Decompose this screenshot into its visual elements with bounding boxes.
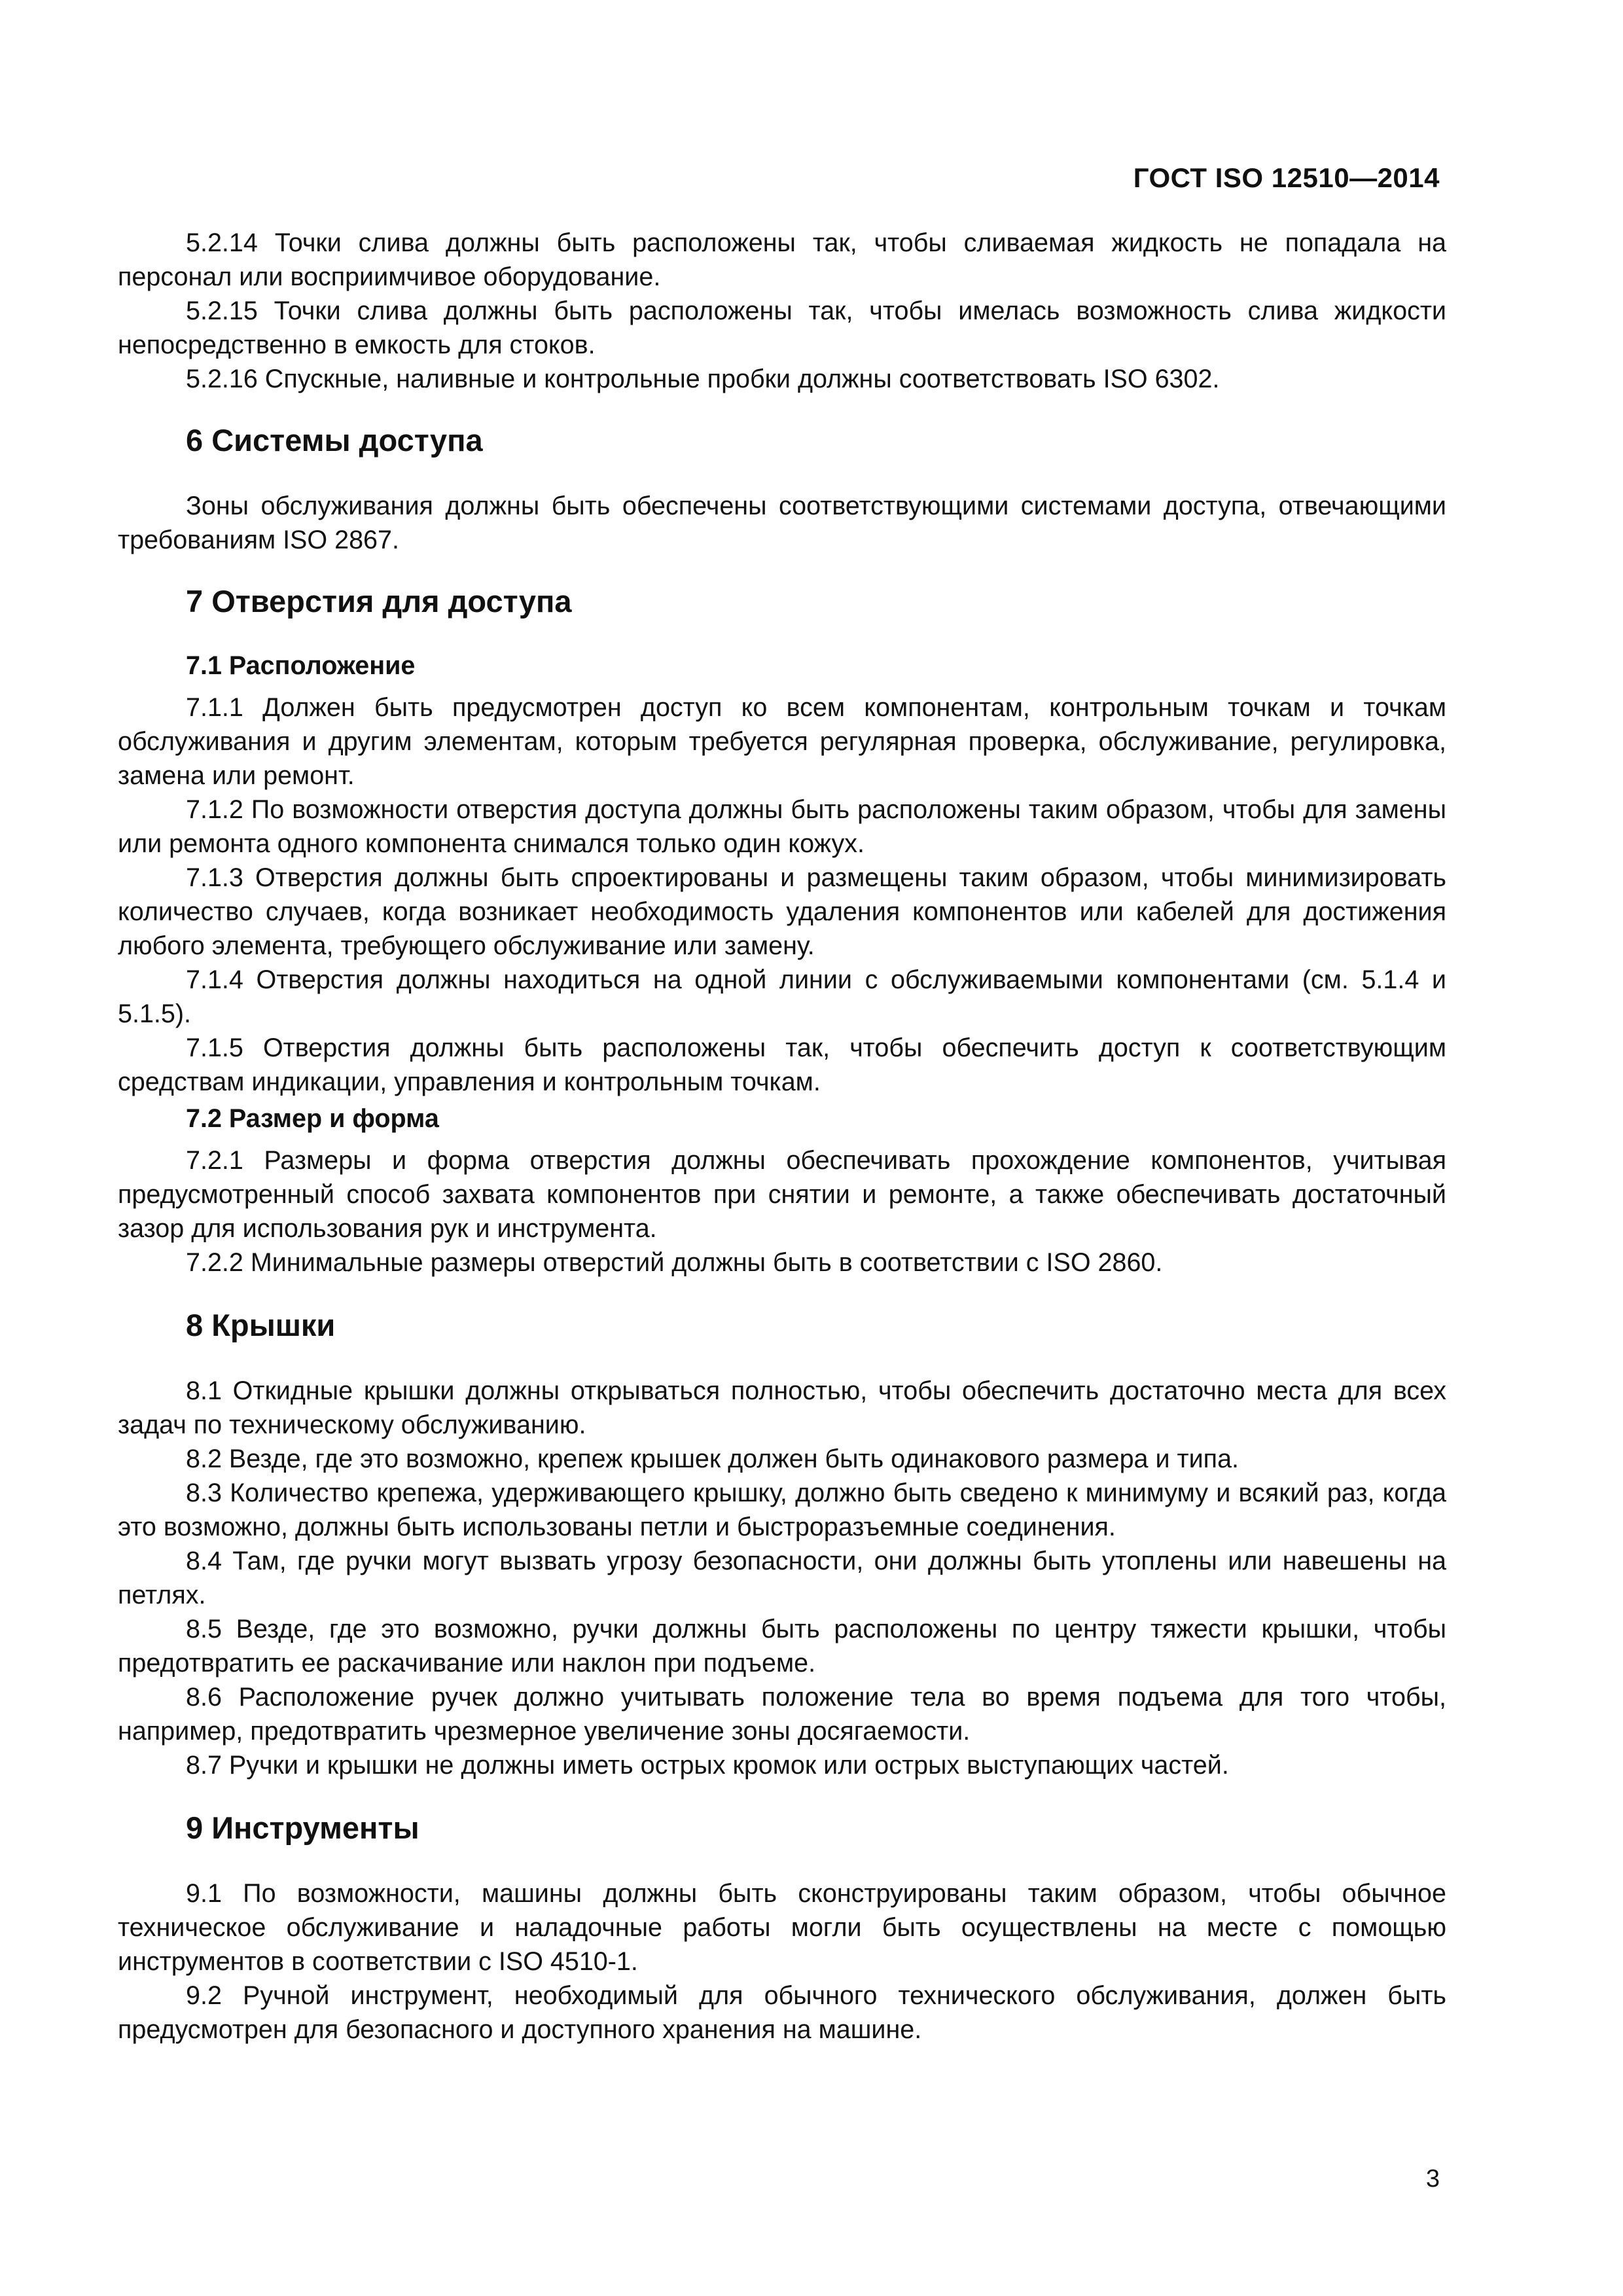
clause-8-4: 8.4 Там, где ручки могут вызвать угрозу безопасности, они должны быть утоплены или навешены на петлях. xyxy=(118,1547,1446,1609)
clause-8-3: 8.3 Количество крепежа, удерживающего крышку, должно быть сведено к минимуму и всякий раз, когда это возможно, должны быть использованы петли и быстроразъемные соединения. xyxy=(118,1479,1446,1541)
page-number: 3 xyxy=(1425,2165,1440,2193)
clause-8-2: 8.2 Везде, где это возможно, крепеж крышек должен быть одинакового размера и типа. xyxy=(186,1444,1240,1473)
clause-7-1-5: 7.1.5 Отверстия должны быть расположены так, чтобы обеспечить доступ к соответствующим средствам индикации, управления и контрольным точкам. xyxy=(118,1033,1446,1096)
section-7-1-heading: 7.1 Расположение xyxy=(186,651,416,680)
clause-8-5: 8.5 Везде, где это возможно, ручки должны быть расположены по центру тяжести крышки, чтобы предотвратить ее раскачивание или наклон при подъеме. xyxy=(118,1615,1446,1677)
clause-7-2-2: 7.2.2 Минимальные размеры отверстий должны быть в соответствии с ISO 2860. xyxy=(186,1248,1163,1277)
clause-7-1-2: 7.1.2 По возможности отверстия доступа должны быть расположены таким образом, чтобы для замены или ремонта одного компонента снимался только один кожух. xyxy=(118,795,1446,858)
clause-5-2-16: 5.2.16 Спускные, наливные и контрольные пробки должны соответствовать ISO 6302. xyxy=(186,365,1220,393)
document-header: ГОСТ ISO 12510—2014 xyxy=(1133,162,1440,193)
clause-5-2-14: 5.2.14 Точки слива должны быть расположены так, чтобы сливаемая жидкость не попадала на персонал или восприимчивое оборудование. xyxy=(118,228,1446,291)
section-6-text: Зоны обслуживания должны быть обеспечены соответствующими системами доступа, отвечающими требованиям ISO 2867. xyxy=(118,492,1446,554)
section-7-heading: 7 Отверстия для доступа xyxy=(186,584,572,619)
section-8-heading: 8 Крышки xyxy=(186,1308,336,1342)
clause-8-6: 8.6 Расположение ручек должно учитывать положение тела во время подъема для того чтобы, например, предотвратить чрезмерное увеличение зоны досягаемости. xyxy=(118,1683,1446,1746)
document-body xyxy=(118,226,1446,2047)
clause-7-1-3: 7.1.3 Отверстия должны быть спроектированы и размещены таким образом, чтобы минимизировать количество случаев, когда возникает необходимость удаления компонентов или кабелей для достижения любого элемента, требующего обслуживание или замену. xyxy=(118,863,1446,960)
clause-5-2-15: 5.2.15 Точки слива должны быть расположены так, чтобы имелась возможность слива жидкости непосредственно в емкость для стоков. xyxy=(118,296,1446,359)
clause-9-2: 9.2 Ручной инструмент, необходимый для обычного технического обслуживания, должен быть предусмотрен для безопасного и доступного хранения на машине. xyxy=(118,1981,1446,2044)
clause-8-7: 8.7 Ручки и крышки не должны иметь острых кромок или острых выступающих частей. xyxy=(186,1751,1229,1780)
clause-7-1-1: 7.1.1 Должен быть предусмотрен доступ ко всем компонентам, контрольным точкам и точкам обслуживания и другим элементам, которым требуется регулярная проверка, обслуживание, регулировка, замена или ремонт. xyxy=(118,693,1446,790)
clause-7-1-4: 7.1.4 Отверстия должны находиться на одной линии с обслуживаемыми компонентами (см. 5.1.4 и 5.1.5). xyxy=(118,965,1446,1028)
clause-7-2-1: 7.2.1 Размеры и форма отверстия должны обеспечивать прохождение компонентов, учитывая предусмотренный способ захвата компонентов при снятии и ремонте, а также обеспечивать достаточный зазор для использования рук и инструмента. xyxy=(118,1146,1446,1243)
section-9-heading: 9 Инструменты xyxy=(186,1810,419,1845)
section-7-2-heading: 7.2 Размер и форма xyxy=(186,1104,439,1133)
clause-8-1: 8.1 Откидные крышки должны открываться полностью, чтобы обеспечить достаточно места для всех задач по техническому обслуживанию. xyxy=(118,1376,1446,1439)
section-6-heading: 6 Системы доступа xyxy=(186,423,483,457)
clause-9-1: 9.1 По возможности, машины должны быть сконструированы таким образом, чтобы обычное техническое обслуживание и наладочные работы могли быть осуществлены на месте с помощью инструментов в соответствии с ISO 4510-1. xyxy=(118,1879,1446,1976)
